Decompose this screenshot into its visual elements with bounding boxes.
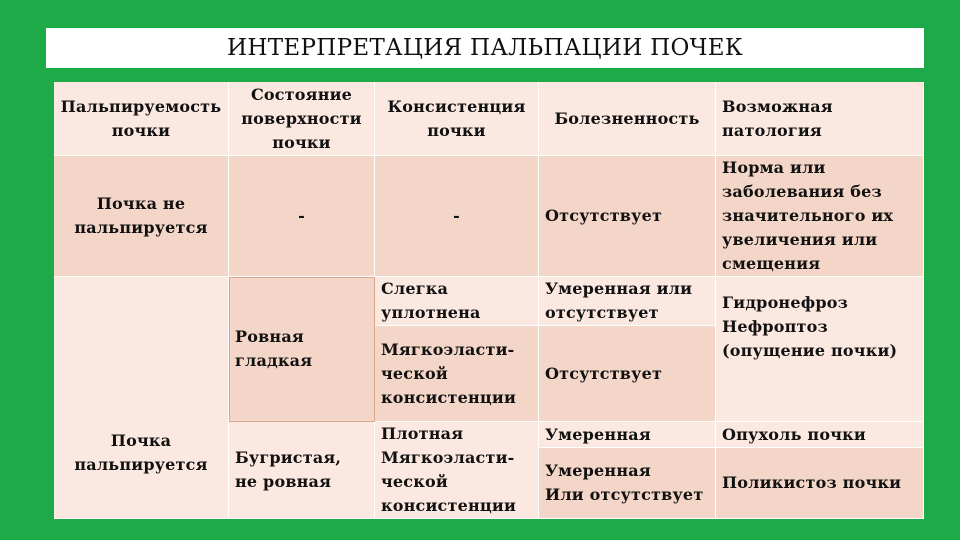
cell-polycystic-pain-text: Умеренная Или отсутствует (545, 461, 704, 505)
cell-hydro-pathology-text: Гидронефроз Нефроптоз (опущение почки) (722, 293, 898, 360)
cell-dense-soft (375, 422, 539, 519)
slide-title-text: ИНТЕРПРЕТАЦИЯ ПАЛЬПАЦИИ ПОЧЕК (227, 35, 743, 61)
cell-soft-elastic-text: Мягкоэласти- ческой консистенции (381, 339, 517, 407)
cell-tumor-pain: Умеренная (539, 422, 716, 448)
cell-smooth-surface-text: Ровная гладкая (235, 327, 313, 370)
cell-smooth-surface (229, 277, 375, 422)
cell-palpable-text: Почка пальпируется (74, 430, 208, 474)
palpation-table (54, 82, 924, 519)
cell-soft-elastic-pain: Отсутствует (539, 326, 716, 422)
cell-not-palpable: Почка не пальпируется (54, 156, 229, 277)
cell-pathology-norm: Норма или заболевания без значительного их увеличения или смещения (716, 156, 924, 277)
cell-slightly-dense (375, 277, 539, 326)
slide-title (46, 28, 924, 68)
cell-polycystic-pathology: Поликистоз почки (716, 448, 924, 519)
table-row-slightly-dense (54, 277, 924, 326)
cell-surface-dash: - (229, 156, 375, 277)
cell-slightly-dense-pain (539, 277, 716, 326)
cell-polycystic-pain (539, 448, 716, 519)
cell-bumpy-surface (229, 422, 375, 519)
header-palpability: Пальпируемость почки (54, 82, 229, 156)
cell-hydro-pathology (716, 277, 924, 422)
header-consistency: Консистенция почки (375, 82, 539, 156)
header-pain: Болезненность (539, 82, 716, 156)
cell-dense-soft-text: Плотная Мягкоэласти- ческой консистенции (381, 424, 517, 515)
cell-slightly-dense-pain-text: Умеренная или отсутствует (545, 279, 693, 322)
cell-soft-elastic (375, 326, 539, 422)
cell-consistency-dash: - (375, 156, 539, 277)
cell-pain-absent: Отсутствует (539, 156, 716, 277)
header-surface: Состояние поверхности почки (229, 82, 375, 156)
cell-bumpy-surface-text: Бугристая, не ровная (235, 448, 342, 491)
header-pathology: Возможная патология (716, 82, 924, 156)
header-row (54, 82, 924, 156)
cell-slightly-dense-text: Слегка уплотнена (381, 279, 481, 322)
table-row-not-palpable (54, 156, 924, 277)
cell-palpable (54, 277, 229, 519)
cell-tumor-pathology: Опухоль почки (716, 422, 924, 448)
